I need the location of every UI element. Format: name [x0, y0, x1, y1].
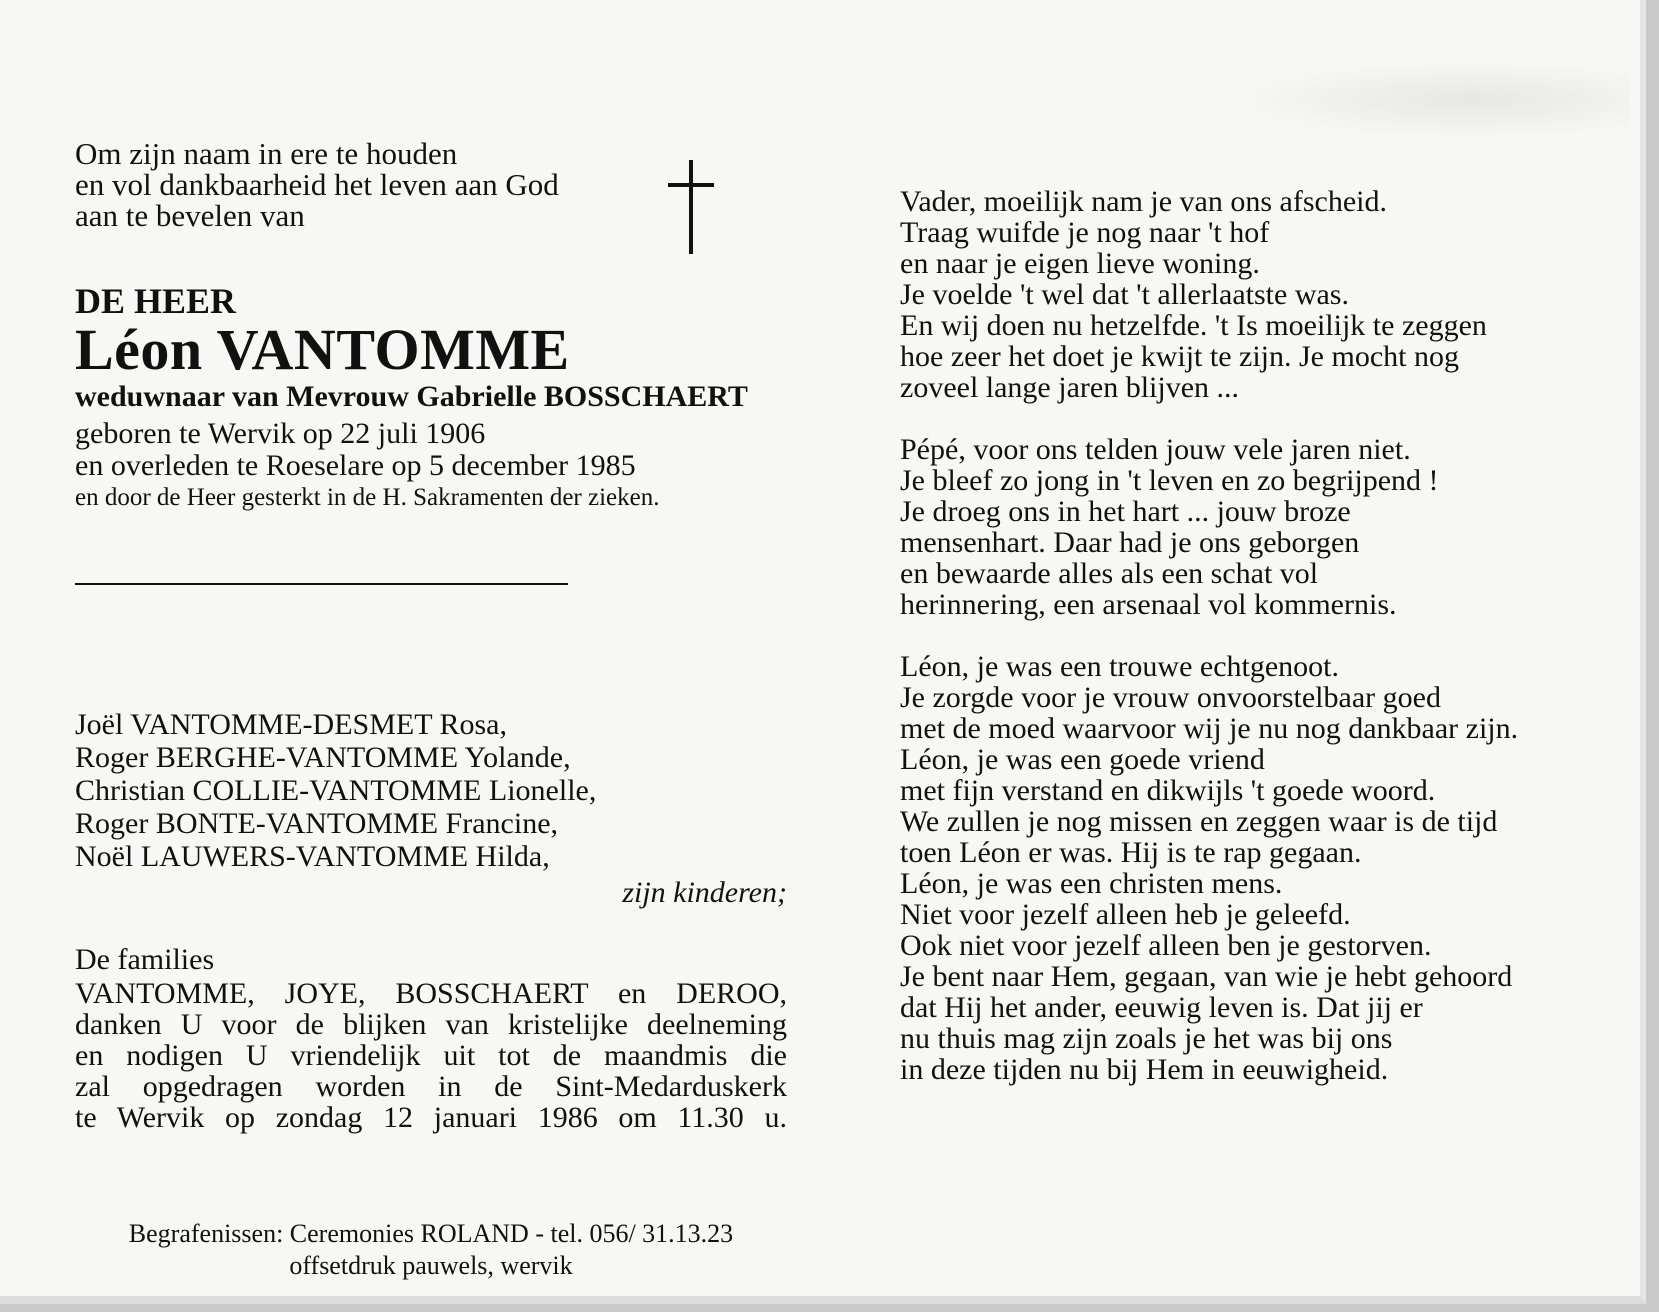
poem-line: Je voelde 't wel dat 't allerlaatste was.: [900, 278, 1349, 311]
families-line: te Wervik op zondag 12 januari 1986 om 11.30 u.: [75, 1101, 787, 1134]
intro-line: aan te bevelen van: [75, 198, 305, 233]
poem-line: nu thuis mag zijn zoals je het was bij ons: [900, 1022, 1393, 1055]
poem-stanza-1: [900, 186, 1620, 403]
poem-line: En wij doen nu hetzelfde. 't Is moeilijk te zeggen: [900, 309, 1487, 342]
poem-line: met de moed waarvoor wij je nu nog dankbaar zijn.: [900, 712, 1519, 745]
poem-line: Léon, je was een goede vriend: [900, 743, 1265, 776]
cross-icon: [668, 160, 714, 254]
poem-line: toen Léon er was. Hij is te rap gegaan.: [900, 836, 1362, 869]
poem-line: dat Hij het ander, eeuwig leven is. Dat jij er: [900, 991, 1423, 1024]
families-title: De families: [75, 943, 215, 976]
deceased-name: Léon VANTOMME: [75, 317, 570, 382]
widower-line: weduwnaar van Mevrouw Gabrielle BOSSCHAERT: [75, 380, 748, 413]
poem-stanza-3: [900, 651, 1620, 1085]
birth-line: geboren te Wervik op 22 juli 1906: [75, 417, 486, 450]
poem-line: hoe zeer het doet je kwijt te zijn. Je mocht nog: [900, 340, 1459, 373]
poem-line: en naar je eigen lieve woning.: [900, 247, 1260, 280]
poem-line: mensenhart. Daar had je ons geborgen: [900, 526, 1360, 559]
poem-line: Léon, je was een christen mens.: [900, 867, 1283, 900]
poem-line: We zullen je nog missen en zeggen waar is de tijd: [900, 805, 1498, 838]
child-entry: Roger BERGHE-VANTOMME Yolande,: [75, 741, 571, 774]
poem-line: met fijn verstand en dikwijls 't goede woord.: [900, 774, 1436, 807]
poem-line: Pépé, voor ons telden jouw vele jaren niet.: [900, 433, 1411, 466]
poem-line: herinnering, een arsenaal vol kommernis.: [900, 588, 1397, 621]
intro-line: en vol dankbaarheid het leven aan God: [75, 167, 559, 202]
child-entry: Roger BONTE-VANTOMME Francine,: [75, 807, 559, 840]
death-line: en overleden te Roeselare op 5 december 1985: [75, 449, 636, 482]
families-text: [75, 978, 787, 1133]
birth-death-info: [75, 418, 795, 514]
child-entry: Joël VANTOMME-DESMET Rosa,: [75, 708, 507, 741]
poem-line: in deze tijden nu bij Hem in eeuwigheid.: [900, 1053, 1389, 1086]
title-de-heer: DE HEER: [75, 281, 237, 321]
poem-line: en bewaarde alles als een schat vol: [900, 557, 1319, 590]
sacraments-line: en door de Heer gesterkt in de H. Sakramenten der zieken.: [75, 484, 660, 511]
poem-line: Je zorgde voor je vrouw onvoorstelbaar goed: [900, 681, 1441, 714]
poem-line: zoveel lange jaren blijven ...: [900, 371, 1240, 404]
poem-line: Traag wuifde je nog naar 't hof: [900, 216, 1270, 249]
divider: [75, 583, 568, 585]
families-line: VANTOMME, JOYE, BOSSCHAERT en DEROO,: [75, 977, 787, 1010]
poem-line: Vader, moeilijk nam je van ons afscheid.: [900, 185, 1387, 218]
children-list: [75, 708, 795, 873]
child-entry: Christian COLLIE-VANTOMME Lionelle,: [75, 774, 597, 807]
printer-line: offsetdruk pauwels, wervik: [289, 1251, 573, 1280]
poem-line: Ook niet voor jezelf alleen ben je gestorven.: [900, 929, 1432, 962]
poem-line: Je bent naar Hem, gegaan, van wie je hebt gehoord: [900, 960, 1513, 993]
poem-stanza-2: [900, 434, 1620, 620]
children-label: zijn kinderen;: [622, 876, 787, 909]
child-entry: Noël LAUWERS-VANTOMME Hilda,: [75, 840, 550, 873]
funeral-service-line: Begrafenissen: Ceremonies ROLAND - tel. 056/ 31.13.23: [128, 1219, 734, 1248]
paper-smudge: [1230, 60, 1630, 140]
printer-footer: [75, 1218, 787, 1282]
families-line: danken U voor de blijken van kristelijke deelneming: [75, 1008, 787, 1041]
poem-line: Niet voor jezelf alleen heb je geleefd.: [900, 898, 1351, 931]
poem-line: Léon, je was een trouwe echtgenoot.: [900, 650, 1339, 683]
families-line: en nodigen U vriendelijk uit tot de maandmis die: [75, 1039, 787, 1072]
poem-line: Je droeg ons in het hart ... jouw broze: [900, 495, 1351, 528]
poem-line: Je bleef zo jong in 't leven en zo begrijpend !: [900, 464, 1439, 497]
families-line: zal opgedragen worden in de Sint-Medarduskerk: [75, 1070, 787, 1103]
poem: [900, 186, 1620, 1116]
intro-line: Om zijn naam in ere te houden: [75, 136, 458, 171]
